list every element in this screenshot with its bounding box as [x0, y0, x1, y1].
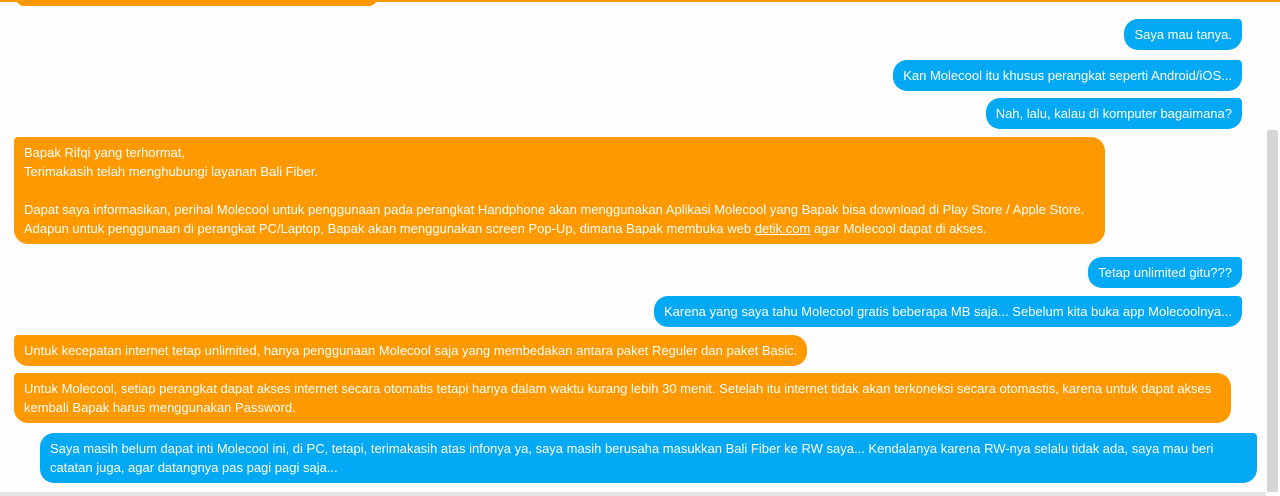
message-agent: Untuk Molecool, setiap perangkat dapat akses internet secara otomatis tetapi hanya dalam waktu kurang lebih 30 menit. Setelah itu internet tidak akan terkoneksi secara otomastis, karena untuk dapat akses kembali Bapak harus menggunakan Password. [14, 373, 1231, 423]
message-user: Saya masih belum dapat inti Molecool ini, di PC, tetapi, terimakasih atas infonya ya, saya masih berusaha masukkan Bali Fiber ke RW saya... Kendalanya karena RW-nya selalu tidak ada, saya mau beri catatan juga, agar datangnya pas pagi pagi saja... [40, 433, 1257, 483]
message-user: Kan Molecool itu khusus perangkat seperti Android/iOS... [893, 60, 1242, 91]
link-detik[interactable]: detik.com [754, 221, 811, 236]
bottom-border [0, 492, 1266, 496]
message-agent: Untuk kecepatan internet tetap unlimited, hanya penggunaan Molecool saja yang membedakan antara paket Reguler dan paket Basic. [14, 335, 807, 366]
message-agent [14, 137, 1105, 244]
message-line: Bapak Rifqi yang terhormat, [24, 145, 186, 160]
message-user: Tetap unlimited gitu??? [1088, 257, 1242, 288]
scrollbar[interactable] [1267, 130, 1278, 492]
message-user: Saya mau tanya. [1124, 19, 1242, 50]
message-line: Adapun untuk penggunaan di perangkat PC/Laptop, Bapak akan menggunakan screen Pop-Up, dimana Bapak membuka web detik.com agar Molecool dapat di akses. [24, 221, 987, 236]
message-agent-partial [16, 0, 377, 6]
message-line: Terimakasih telah menghubungi layanan Bali Fiber. [24, 164, 319, 179]
message-user: Nah, lalu, kalau di komputer bagaimana? [986, 98, 1242, 129]
message-user: Karena yang saya tahu Molecool gratis beberapa MB saja... Sebelum kita buka app Molecoolnya... [654, 296, 1242, 327]
message-line: Dapat saya informasikan, perihal Molecool untuk penggunaan pada perangkat Handphone akan menggunakan Aplikasi Molecool yang Bapak bisa download di Play Store / Apple Store. [24, 202, 1085, 217]
